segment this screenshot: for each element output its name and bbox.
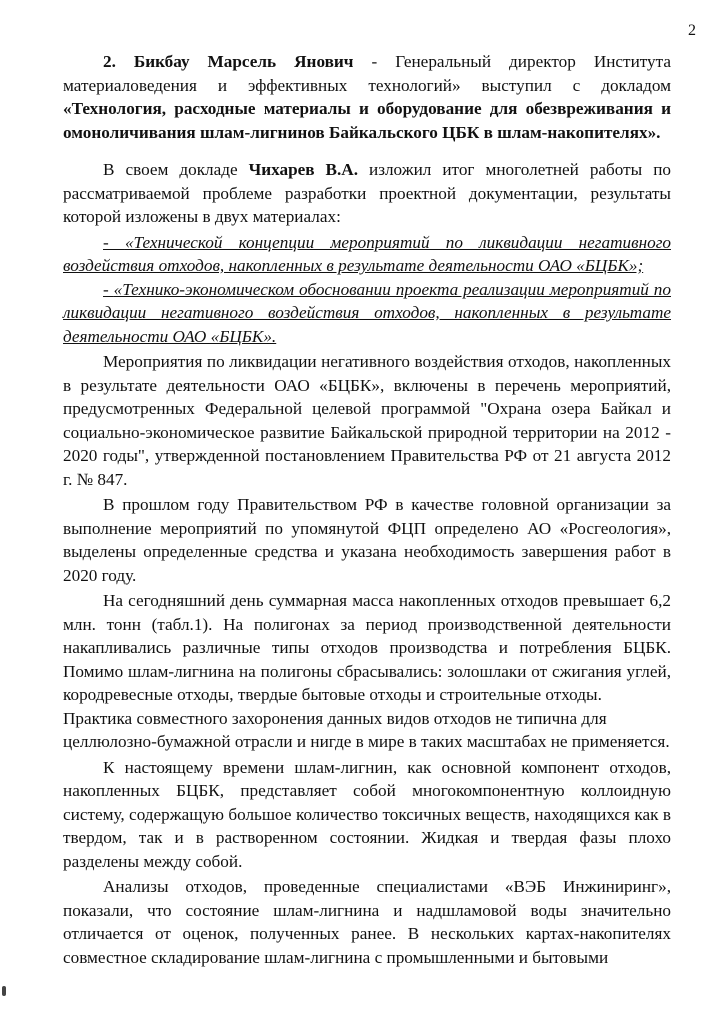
material-item-2 bbox=[63, 278, 671, 349]
material-dash-1: - bbox=[103, 232, 125, 252]
material-dash-2: - bbox=[103, 279, 114, 299]
speaker-name: Бикбау Марсель Янович bbox=[133, 52, 354, 71]
document-body bbox=[63, 50, 671, 969]
intro-author: Чихарев В.А. bbox=[248, 160, 359, 179]
report-title: «Технология, расходные материалы и оборудование для обезвреживания и омоноличивания шлам-лигнинов Байкальского ЦБК в шлам-накопителях». bbox=[63, 99, 671, 142]
material-item-1 bbox=[63, 231, 671, 278]
paragraph-waste-mass: На сегодняшний день суммарная масса накопленных отходов превышает 6,2 млн. тонн (табл.1). На полигонах за период производственной деятельности накапливались различные типы отходов производства и потребления БЦБК. Помимо шлам-лигнина на полигоны сбрасывались: золошлаки от сжигания углей, кородревесные отходы, твердые бытовые отходы и строительные отходы. bbox=[63, 591, 671, 704]
speaker-number: 2. bbox=[103, 52, 116, 71]
intro-pre: В своем докладе bbox=[103, 160, 249, 179]
material-text-2: «Технико-экономическом обосновании проекта реализации мероприятий по ликвидации негативного воздействия отходов, накопленных в результате деятельности ОАО «БЦБК». bbox=[63, 279, 671, 346]
speaker-paragraph bbox=[63, 50, 671, 144]
material-text-1: «Технической концепции мероприятий по ликвидации негативного воздействия отходов, накопленных в результате деятельности ОАО «БЦБК»; bbox=[63, 232, 671, 275]
paragraph-analyses: Анализы отходов, проведенные специалистами «ВЭБ Инжиниринг», показали, что состояние шлам-лигнина и надшламовой воды значительно отличается от оценок, полученных ранее. В нескольких картах-накопителях совместное складирование шлам-лигнина с промышленными и бытовыми bbox=[63, 877, 671, 967]
paragraph-government: В прошлом году Правительством РФ в качестве головной организации за выполнение мероприятий по упомянутой ФЦП определено АО «Росгеология», выделены определенные средства и указана необходимость завершения работ в 2020 году. bbox=[63, 495, 671, 585]
paragraph-practice: Практика совместного захоронения данных видов отходов не типична для целлюлозно-бумажной отрасли и нигде в мире в таких масштабах не применяется. bbox=[63, 708, 670, 751]
intro-paragraph bbox=[63, 158, 671, 229]
intro-post: изложил итог многолетней работы по рассматриваемой проблеме разработки проектной документации, результаты которой изложены в двух материалах: bbox=[63, 160, 671, 226]
scan-mark bbox=[2, 986, 6, 996]
paragraph-measures: Мероприятия по ликвидации негативного воздействия отходов, накопленных в результате деятельности ОАО «БЦБК», включены в перечень мероприятий, предусмотренных Федеральной целевой программой "Охрана озера Байкал и социально-экономическое развитие Байкальской природной территории на 2012 - 2020 годы", утвержденной постановлением Правительства РФ от 21 августа 2012 г. № 847. bbox=[63, 352, 671, 489]
page-number: 2 bbox=[688, 22, 696, 39]
paragraph-sludge-lignin: К настоящему времени шлам-лигнин, как основной компонент отходов, накопленных БЦБК, представляет собой многокомпонентную коллоидную систему, содержащую большое количество токсичных веществ, находящихся как в твердом, так и в растворенном состоянии. Жидкая и твердая фазы плохо разделены между собой. bbox=[63, 757, 671, 871]
speaker-description: - Генеральный директор Института материаловедения и эффективных технологий» выступил с докладом bbox=[63, 52, 671, 95]
